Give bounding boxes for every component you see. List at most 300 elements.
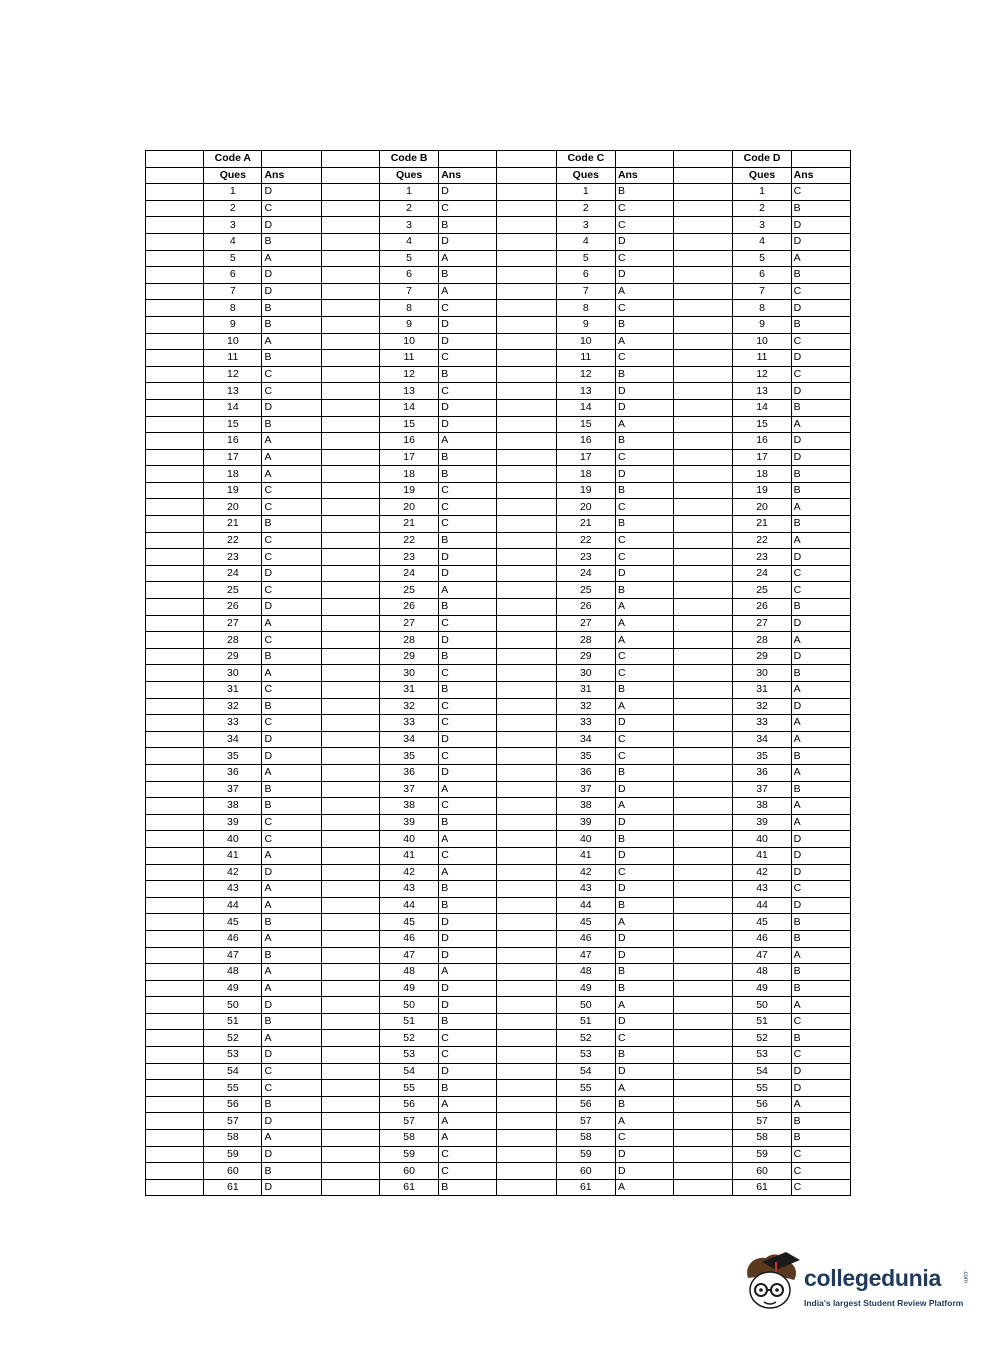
table-row	[146, 516, 851, 533]
answer-cell: D	[439, 399, 497, 416]
answer-cell: A	[262, 764, 321, 781]
blank-cell	[674, 1096, 733, 1113]
question-number: 54	[556, 1063, 615, 1080]
blank-cell	[321, 151, 379, 168]
code-title: Code D	[733, 151, 791, 168]
question-number: 21	[556, 516, 615, 533]
blank-cell	[497, 416, 556, 433]
table-row	[146, 250, 851, 267]
blank-cell	[674, 864, 733, 881]
answer-cell: A	[791, 682, 850, 699]
blank-cell	[497, 316, 556, 333]
question-number: 49	[556, 980, 615, 997]
blank-cell	[497, 283, 556, 300]
blank-cell	[321, 267, 379, 284]
question-number: 25	[379, 582, 438, 599]
answer-cell: C	[615, 748, 673, 765]
table-row	[146, 316, 851, 333]
blank-cell	[674, 1130, 733, 1147]
answer-cell: B	[615, 831, 673, 848]
blank-cell	[674, 516, 733, 533]
blank-cell	[497, 864, 556, 881]
question-number: 52	[204, 1030, 262, 1047]
blank-cell	[321, 516, 379, 533]
answer-cell: C	[439, 847, 497, 864]
blank-cell	[146, 1163, 204, 1180]
question-number: 60	[556, 1163, 615, 1180]
blank-cell	[497, 1013, 556, 1030]
blank-cell	[497, 1047, 556, 1064]
question-number: 43	[733, 881, 791, 898]
answer-cell: C	[615, 250, 673, 267]
question-number: 23	[733, 549, 791, 566]
question-number: 38	[379, 798, 438, 815]
blank-cell	[497, 233, 556, 250]
answer-cell: C	[439, 516, 497, 533]
answer-cell: D	[439, 914, 497, 931]
question-number: 56	[556, 1096, 615, 1113]
question-number: 20	[733, 499, 791, 516]
question-number: 55	[379, 1080, 438, 1097]
answer-cell: C	[615, 731, 673, 748]
answer-cell: A	[615, 1080, 673, 1097]
question-number: 1	[733, 184, 791, 201]
blank-cell	[321, 549, 379, 566]
ans-header: Ans	[791, 167, 850, 184]
answer-cell: B	[439, 1080, 497, 1097]
answer-cell: D	[439, 549, 497, 566]
column-header-row	[146, 167, 851, 184]
blank-cell	[674, 665, 733, 682]
blank-cell	[497, 383, 556, 400]
blank-cell	[146, 549, 204, 566]
answer-cell: C	[262, 814, 321, 831]
answer-cell: D	[791, 897, 850, 914]
blank-cell	[497, 814, 556, 831]
blank-cell	[497, 930, 556, 947]
blank-cell	[674, 632, 733, 649]
question-number: 47	[204, 947, 262, 964]
blank-cell	[321, 947, 379, 964]
table-row	[146, 1179, 851, 1196]
question-number: 15	[379, 416, 438, 433]
answer-cell: D	[262, 864, 321, 881]
blank-cell	[674, 914, 733, 931]
table-row	[146, 731, 851, 748]
answer-cell: D	[615, 814, 673, 831]
question-number: 51	[204, 1013, 262, 1030]
blank-cell	[497, 250, 556, 267]
question-number: 60	[379, 1163, 438, 1180]
blank-cell	[146, 267, 204, 284]
blank-cell	[674, 1146, 733, 1163]
answer-cell: A	[791, 814, 850, 831]
table-row	[146, 233, 851, 250]
blank-cell	[674, 1113, 733, 1130]
question-number: 4	[733, 233, 791, 250]
question-number: 12	[733, 366, 791, 383]
question-number: 19	[556, 482, 615, 499]
blank-cell	[321, 698, 379, 715]
answer-cell: D	[262, 731, 321, 748]
blank-cell	[497, 599, 556, 616]
blank-cell	[321, 1096, 379, 1113]
question-number: 12	[556, 366, 615, 383]
question-number: 30	[204, 665, 262, 682]
answer-cell: B	[439, 466, 497, 483]
blank-cell	[497, 648, 556, 665]
answer-cell: D	[615, 399, 673, 416]
question-number: 61	[733, 1179, 791, 1196]
blank-cell	[146, 217, 204, 234]
question-number: 19	[379, 482, 438, 499]
question-number: 24	[204, 565, 262, 582]
question-number: 28	[379, 632, 438, 649]
blank-cell	[321, 1063, 379, 1080]
blank-cell	[321, 665, 379, 682]
answer-cell: C	[439, 698, 497, 715]
blank-cell	[321, 1130, 379, 1147]
blank-cell	[674, 1080, 733, 1097]
question-number: 3	[733, 217, 791, 234]
question-number: 46	[556, 930, 615, 947]
table-row	[146, 881, 851, 898]
table-row	[146, 764, 851, 781]
answer-cell: D	[791, 847, 850, 864]
answer-cell: A	[262, 847, 321, 864]
blank-cell	[146, 399, 204, 416]
answer-cell: B	[439, 217, 497, 234]
answer-cell: B	[791, 964, 850, 981]
answer-cell: A	[439, 250, 497, 267]
blank-cell	[321, 1013, 379, 1030]
question-number: 12	[379, 366, 438, 383]
answer-cell: B	[615, 433, 673, 450]
question-number: 35	[204, 748, 262, 765]
answer-cell: D	[791, 698, 850, 715]
answer-cell: A	[791, 416, 850, 433]
answer-cell: D	[439, 565, 497, 582]
blank-cell	[497, 466, 556, 483]
question-number: 13	[379, 383, 438, 400]
question-number: 51	[556, 1013, 615, 1030]
table-row	[146, 698, 851, 715]
question-number: 39	[204, 814, 262, 831]
answer-cell: B	[439, 366, 497, 383]
blank-cell	[674, 466, 733, 483]
question-number: 11	[733, 350, 791, 367]
question-number: 16	[379, 433, 438, 450]
blank-cell	[674, 1163, 733, 1180]
table-row	[146, 1146, 851, 1163]
answer-cell: B	[262, 947, 321, 964]
ques-header: Ques	[556, 167, 615, 184]
code-title: Code B	[379, 151, 438, 168]
answer-cell: B	[262, 798, 321, 815]
answer-cell: C	[615, 648, 673, 665]
blank-cell	[674, 184, 733, 201]
question-number: 11	[379, 350, 438, 367]
answer-cell: C	[262, 682, 321, 699]
question-number: 48	[733, 964, 791, 981]
table-row	[146, 964, 851, 981]
blank-cell	[146, 283, 204, 300]
blank-cell	[146, 599, 204, 616]
answer-cell: D	[439, 731, 497, 748]
answer-cell: C	[791, 1047, 850, 1064]
blank-cell	[674, 715, 733, 732]
answer-cell: D	[791, 300, 850, 317]
table-row	[146, 333, 851, 350]
answer-cell: B	[791, 748, 850, 765]
question-number: 50	[733, 997, 791, 1014]
question-number: 2	[379, 200, 438, 217]
blank-cell	[146, 847, 204, 864]
answer-cell: C	[439, 1030, 497, 1047]
table-row	[146, 350, 851, 367]
table-row	[146, 300, 851, 317]
code-header-row	[146, 151, 851, 168]
question-number: 50	[379, 997, 438, 1014]
blank-cell	[674, 433, 733, 450]
question-number: 28	[556, 632, 615, 649]
question-number: 45	[556, 914, 615, 931]
answer-key-table	[145, 150, 851, 1196]
answer-cell: D	[615, 466, 673, 483]
table-row	[146, 930, 851, 947]
question-number: 44	[733, 897, 791, 914]
blank-cell	[497, 964, 556, 981]
table-row	[146, 449, 851, 466]
blank-cell	[146, 930, 204, 947]
answer-cell: D	[439, 184, 497, 201]
question-number: 32	[204, 698, 262, 715]
blank-cell	[497, 997, 556, 1014]
question-number: 19	[733, 482, 791, 499]
question-number: 58	[204, 1130, 262, 1147]
answer-cell: D	[791, 864, 850, 881]
question-number: 8	[556, 300, 615, 317]
question-number: 50	[204, 997, 262, 1014]
question-number: 55	[204, 1080, 262, 1097]
answer-cell: A	[262, 1130, 321, 1147]
answer-cell: C	[439, 1163, 497, 1180]
table-row	[146, 814, 851, 831]
question-number: 36	[204, 764, 262, 781]
question-number: 59	[733, 1146, 791, 1163]
question-number: 48	[379, 964, 438, 981]
question-number: 61	[204, 1179, 262, 1196]
table-row	[146, 665, 851, 682]
blank-cell	[146, 532, 204, 549]
answer-cell: B	[615, 482, 673, 499]
table-row	[146, 864, 851, 881]
answer-cell: A	[262, 449, 321, 466]
question-number: 52	[733, 1030, 791, 1047]
blank-cell	[674, 316, 733, 333]
blank-cell	[497, 184, 556, 201]
blank-cell	[497, 764, 556, 781]
blank-cell	[146, 1179, 204, 1196]
blank-cell	[497, 1096, 556, 1113]
answer-cell: A	[791, 632, 850, 649]
answer-cell: D	[439, 1063, 497, 1080]
question-number: 32	[733, 698, 791, 715]
question-number: 31	[204, 682, 262, 699]
answer-cell: D	[262, 1113, 321, 1130]
answer-cell: D	[439, 930, 497, 947]
table-row	[146, 847, 851, 864]
blank-cell	[674, 881, 733, 898]
blank-cell	[146, 1063, 204, 1080]
blank-cell	[674, 167, 733, 184]
answer-cell: B	[791, 316, 850, 333]
question-number: 13	[556, 383, 615, 400]
table-row	[146, 549, 851, 566]
ques-header: Ques	[733, 167, 791, 184]
answer-cell: A	[615, 632, 673, 649]
question-number: 31	[379, 682, 438, 699]
question-number: 2	[733, 200, 791, 217]
answer-cell: D	[615, 1013, 673, 1030]
blank-cell	[674, 964, 733, 981]
blank-cell	[146, 1013, 204, 1030]
table-row	[146, 715, 851, 732]
blank-cell	[321, 914, 379, 931]
answer-cell: D	[615, 947, 673, 964]
blank-cell	[497, 516, 556, 533]
question-number: 43	[379, 881, 438, 898]
blank-cell	[146, 715, 204, 732]
blank-cell	[321, 814, 379, 831]
answer-cell: A	[439, 1130, 497, 1147]
blank-cell	[497, 366, 556, 383]
question-number: 15	[733, 416, 791, 433]
blank-cell	[497, 682, 556, 699]
answer-cell: D	[791, 648, 850, 665]
blank-cell	[497, 748, 556, 765]
question-number: 26	[204, 599, 262, 616]
answer-cell: B	[262, 516, 321, 533]
answer-cell: B	[439, 648, 497, 665]
question-number: 58	[379, 1130, 438, 1147]
answer-cell: A	[791, 250, 850, 267]
blank-cell	[321, 532, 379, 549]
blank-cell	[674, 565, 733, 582]
answer-cell: D	[262, 1047, 321, 1064]
question-number: 3	[204, 217, 262, 234]
answer-cell: B	[791, 914, 850, 931]
answer-cell: C	[791, 1013, 850, 1030]
answer-cell: A	[791, 1096, 850, 1113]
question-number: 13	[204, 383, 262, 400]
blank-cell	[674, 333, 733, 350]
blank-cell	[321, 466, 379, 483]
question-number: 27	[204, 615, 262, 632]
question-number: 35	[379, 748, 438, 765]
ans-header: Ans	[615, 167, 673, 184]
answer-cell: D	[791, 217, 850, 234]
table-row	[146, 466, 851, 483]
blank-cell	[497, 615, 556, 632]
blank-cell	[674, 930, 733, 947]
blank-cell	[497, 267, 556, 284]
blank-cell	[497, 1063, 556, 1080]
question-number: 1	[204, 184, 262, 201]
question-number: 10	[379, 333, 438, 350]
answer-cell: A	[262, 250, 321, 267]
question-number: 8	[379, 300, 438, 317]
blank-cell	[321, 748, 379, 765]
answer-cell: D	[439, 416, 497, 433]
answer-cell: B	[262, 316, 321, 333]
question-number: 12	[204, 366, 262, 383]
blank-cell	[674, 847, 733, 864]
answer-cell: D	[791, 549, 850, 566]
logo-domain-suffix: .com	[962, 1270, 968, 1284]
question-number: 46	[733, 930, 791, 947]
question-number: 5	[733, 250, 791, 267]
blank-cell	[146, 499, 204, 516]
blank-cell	[674, 549, 733, 566]
answer-cell: B	[262, 648, 321, 665]
answer-cell: D	[439, 997, 497, 1014]
question-number: 58	[733, 1130, 791, 1147]
question-number: 56	[204, 1096, 262, 1113]
question-number: 14	[379, 399, 438, 416]
question-number: 14	[204, 399, 262, 416]
question-number: 33	[556, 715, 615, 732]
question-number: 6	[204, 267, 262, 284]
blank-cell	[497, 499, 556, 516]
answer-cell: C	[791, 184, 850, 201]
blank-cell	[146, 698, 204, 715]
blank-cell	[146, 1080, 204, 1097]
question-number: 30	[556, 665, 615, 682]
question-number: 40	[556, 831, 615, 848]
question-number: 45	[204, 914, 262, 931]
answer-cell: D	[262, 1146, 321, 1163]
answer-cell: C	[791, 881, 850, 898]
question-number: 3	[556, 217, 615, 234]
question-number: 17	[379, 449, 438, 466]
answer-cell: A	[262, 964, 321, 981]
answer-cell: D	[791, 831, 850, 848]
answer-cell: D	[791, 449, 850, 466]
blank-cell	[321, 997, 379, 1014]
blank-cell	[146, 516, 204, 533]
question-number: 32	[379, 698, 438, 715]
answer-cell: A	[615, 914, 673, 931]
answer-cell: A	[262, 881, 321, 898]
blank-cell	[439, 151, 497, 168]
question-number: 47	[556, 947, 615, 964]
table-row	[146, 383, 851, 400]
question-number: 50	[556, 997, 615, 1014]
answer-cell: C	[439, 499, 497, 516]
answer-cell: C	[262, 366, 321, 383]
answer-cell: D	[615, 1063, 673, 1080]
answer-cell: C	[615, 200, 673, 217]
blank-cell	[321, 366, 379, 383]
answer-cell: B	[615, 366, 673, 383]
blank-cell	[674, 1013, 733, 1030]
answer-cell: A	[615, 1179, 673, 1196]
question-number: 18	[556, 466, 615, 483]
question-number: 11	[556, 350, 615, 367]
question-number: 17	[733, 449, 791, 466]
blank-cell	[497, 1030, 556, 1047]
